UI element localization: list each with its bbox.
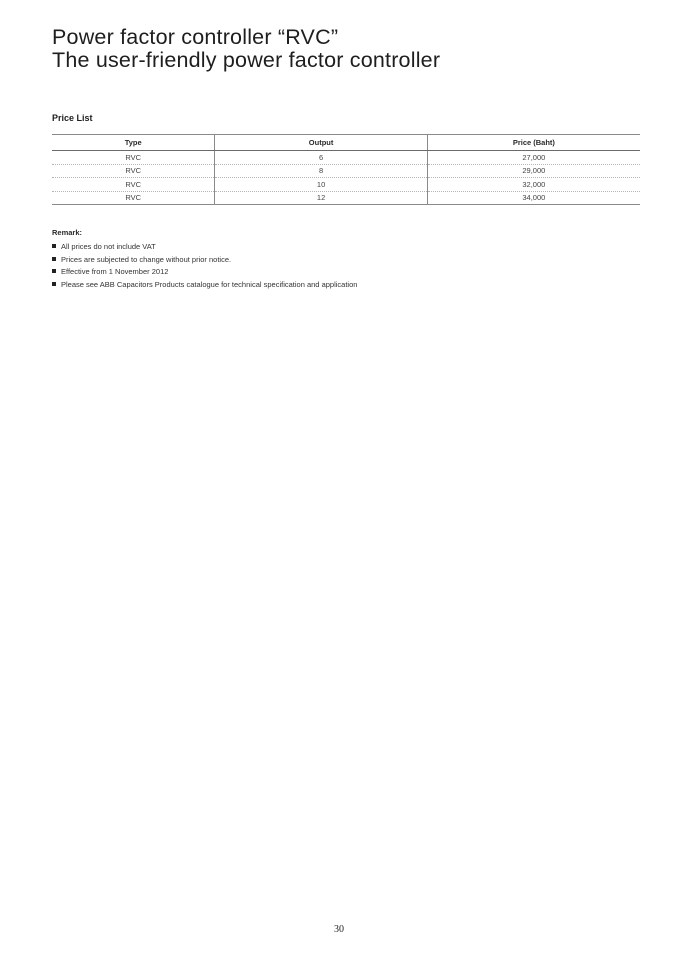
table-row	[52, 164, 640, 178]
cell-price: 29,000	[427, 164, 640, 178]
bullet-square-icon	[52, 282, 56, 286]
list-item	[52, 254, 357, 267]
cell-type: RVC	[52, 191, 215, 205]
list-item	[52, 241, 357, 254]
column-header-type: Type	[52, 135, 215, 151]
table-row	[52, 178, 640, 192]
remark-text: Effective from 1 November 2012	[61, 267, 169, 276]
cell-price: 34,000	[427, 191, 640, 205]
section-heading-price-list: Price List	[52, 113, 93, 123]
table-row	[52, 191, 640, 205]
cell-type: RVC	[52, 151, 215, 165]
bullet-square-icon	[52, 269, 56, 273]
page-number: 30	[334, 924, 344, 935]
remark-heading: Remark:	[52, 228, 83, 237]
cell-type: RVC	[52, 164, 215, 178]
cell-output: 6	[215, 151, 427, 165]
remark-text: Please see ABB Capacitors Products catalogue for technical specification and application	[61, 279, 358, 289]
remark-text: All prices do not include VAT	[61, 242, 156, 251]
table-header-row	[52, 135, 640, 151]
title-line-1: Power factor controller “RVC”	[52, 25, 339, 49]
title-line-2: The user-friendly power factor controller	[52, 48, 441, 72]
column-header-price: Price (Baht)	[427, 135, 640, 151]
bullet-square-icon	[52, 257, 56, 261]
remark-section	[52, 228, 357, 291]
list-item	[52, 266, 357, 279]
column-header-output: Output	[215, 135, 427, 151]
page-title	[52, 26, 440, 72]
bullet-square-icon	[52, 244, 56, 248]
table-row	[52, 151, 640, 165]
cell-type: RVC	[52, 178, 215, 192]
cell-price: 32,000	[427, 178, 640, 192]
cell-price: 27,000	[427, 151, 640, 165]
list-item	[52, 279, 357, 292]
cell-output: 8	[215, 164, 427, 178]
remark-text: Prices are subjected to change without prior notice.	[61, 254, 232, 264]
cell-output: 10	[215, 178, 427, 192]
remark-list	[52, 241, 357, 291]
price-table	[52, 134, 640, 205]
cell-output: 12	[215, 191, 427, 205]
